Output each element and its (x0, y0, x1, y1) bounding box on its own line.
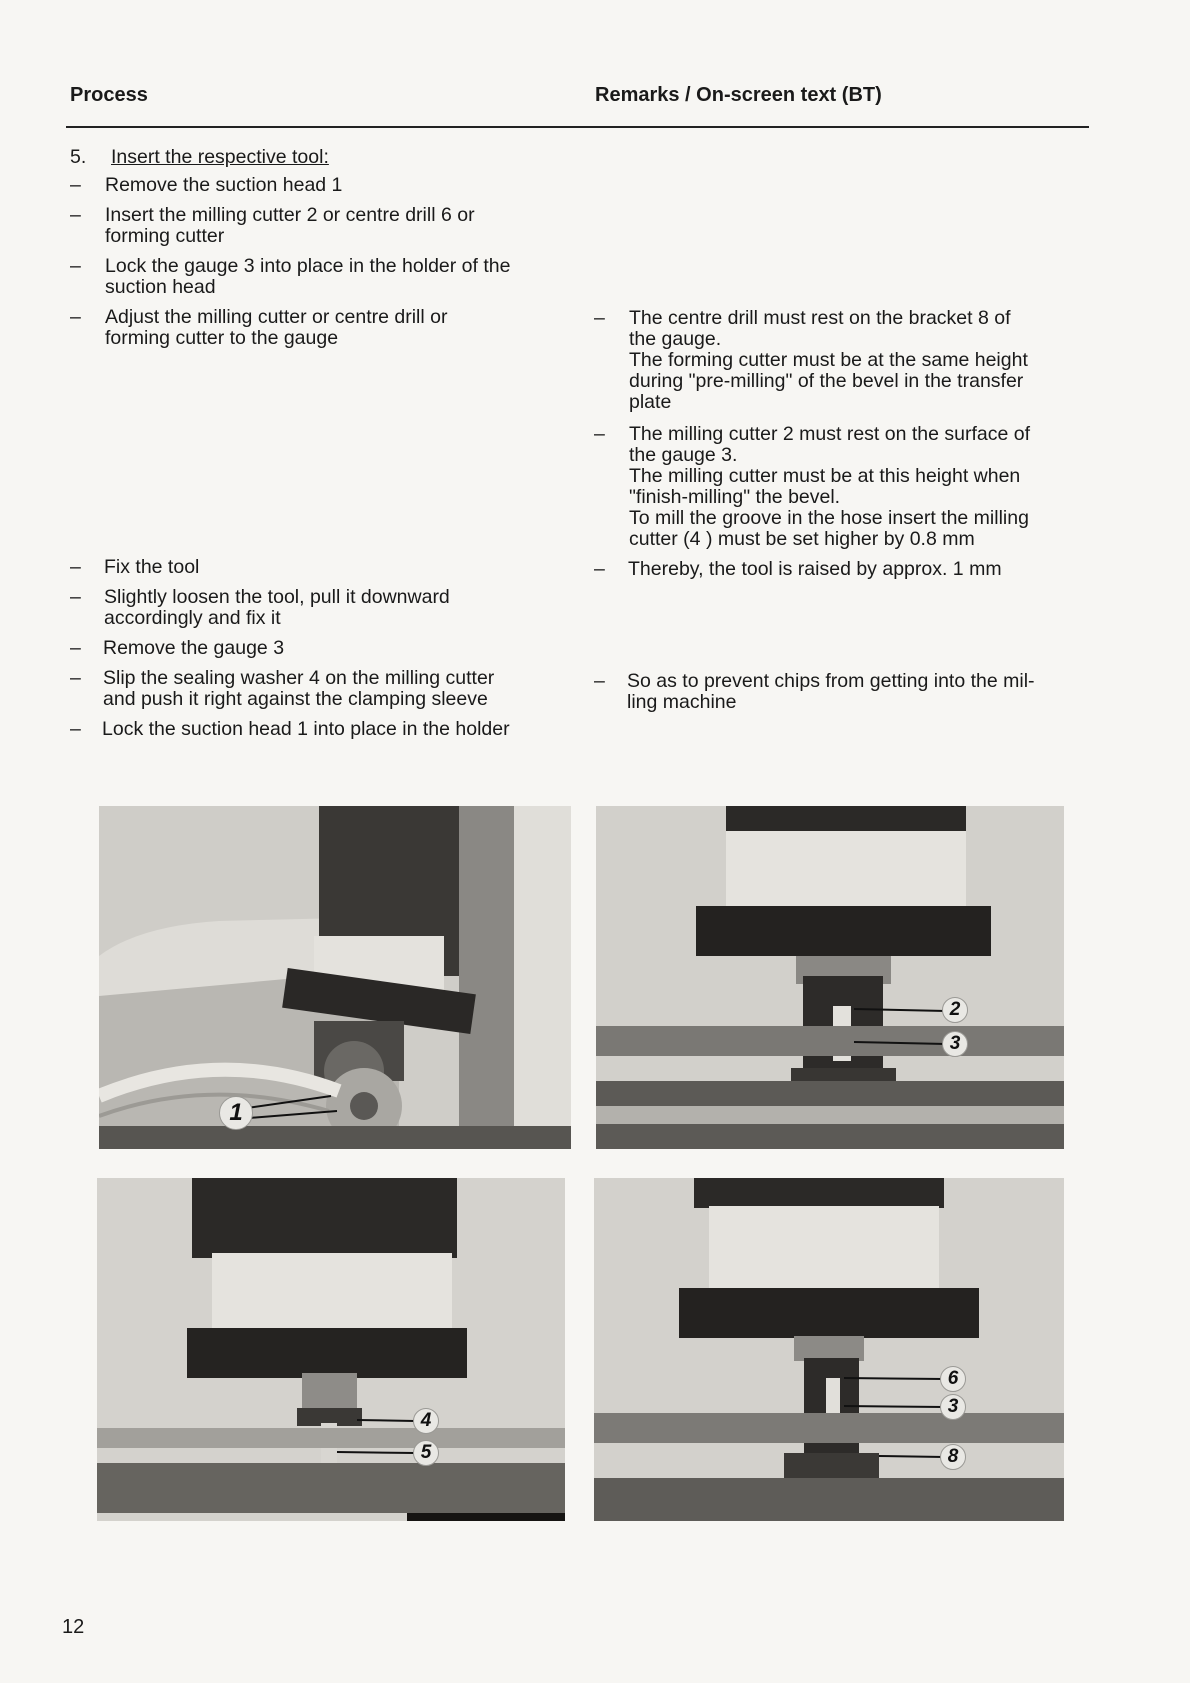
remark-line: So as to prevent chips from getting into the mil- (627, 670, 1035, 692)
remark-line: The centre drill must rest on the bracket 8 of (629, 307, 1011, 329)
column-header-process: Process (70, 84, 148, 106)
process-line: Adjust the milling cutter or centre drill or (105, 306, 448, 328)
process-item (105, 205, 475, 247)
remark-line: "finish-milling" the bevel. (629, 486, 841, 508)
process-line: Fix the tool (104, 556, 200, 578)
process-item (105, 175, 342, 196)
process-line: suction head (105, 276, 216, 298)
callout-number: 6 (940, 1366, 966, 1392)
bullet-dash: – (70, 255, 81, 277)
process-line: Lock the gauge 3 into place in the holder of the (105, 255, 511, 277)
callout-number: 2 (942, 997, 968, 1023)
process-item (103, 668, 494, 710)
process-line: Lock the suction head 1 into place in the holder (102, 718, 510, 740)
bullet-dash: – (594, 307, 605, 329)
process-line: forming cutter to the gauge (105, 327, 339, 349)
bullet-dash: – (70, 586, 81, 608)
remark-line: The forming cutter must be at the same height (629, 349, 1028, 371)
bullet-dash: – (594, 670, 605, 692)
callout-number: 8 (940, 1444, 966, 1470)
remark-line: ling machine (627, 691, 737, 713)
remark-line: cutter (4 ) must be set higher by 0.8 mm (629, 528, 975, 550)
bullet-dash: – (70, 556, 81, 578)
remark-line: the gauge. (629, 328, 722, 350)
photo-sealing-washer-illustration (97, 1178, 565, 1521)
remark-line: The milling cutter 2 must rest on the surface of (629, 423, 1031, 445)
bullet-dash: – (70, 637, 81, 659)
bullet-dash: – (70, 174, 81, 196)
bullet-dash: – (70, 204, 81, 226)
callout-number: 1 (219, 1096, 253, 1130)
process-line: Remove the suction head 1 (105, 174, 343, 196)
remark-line: the gauge 3. (629, 444, 738, 466)
process-item (105, 307, 447, 349)
process-item (104, 587, 450, 629)
bullet-dash: – (70, 718, 81, 740)
callout-number: 3 (940, 1394, 966, 1420)
photo-milling-cutter (596, 806, 1064, 1149)
callout-number: 3 (942, 1031, 968, 1057)
remark-line: Thereby, the tool is raised by approx. 1 mm (628, 558, 1002, 580)
process-line: Remove the gauge 3 (103, 637, 285, 659)
process-item (103, 638, 284, 659)
process-line: forming cutter (105, 225, 225, 247)
remark-line: plate (629, 391, 672, 413)
remark-item (629, 424, 1030, 550)
photo-suction-head (99, 806, 571, 1149)
photo-sealing-washer (97, 1178, 565, 1521)
bullet-dash: – (594, 423, 605, 445)
bullet-dash: – (594, 558, 605, 580)
remark-line: The milling cutter must be at this height when (629, 465, 1021, 487)
remark-line: during "pre-milling" of the bevel in the transfer (629, 370, 1024, 392)
step-title: Insert the respective tool: (111, 146, 329, 168)
process-item (104, 557, 199, 578)
remark-item (629, 308, 1028, 413)
process-line: and push it right against the clamping sleeve (103, 688, 488, 710)
remark-line: To mill the groove in the hose insert the milling (629, 507, 1029, 529)
photo-centre-drill (594, 1178, 1064, 1521)
process-line: accordingly and fix it (104, 607, 281, 629)
process-line: Insert the milling cutter 2 or centre drill 6 or (105, 204, 475, 226)
process-line: Slightly loosen the tool, pull it downward (104, 586, 450, 608)
process-line: Slip the sealing washer 4 on the milling cutter (103, 667, 495, 689)
callout-number: 4 (413, 1408, 439, 1434)
photo-suction-head-illustration (99, 806, 571, 1149)
photo-centre-drill-illustration (594, 1178, 1064, 1521)
callout-number: 5 (413, 1440, 439, 1466)
bullet-dash: – (70, 306, 81, 328)
bullet-dash: – (70, 667, 81, 689)
process-item (102, 719, 510, 740)
remark-item (627, 671, 1035, 713)
step-number: 5. (70, 146, 87, 168)
column-header-remarks: Remarks / On-screen text (BT) (595, 84, 882, 106)
header-rule (66, 126, 1089, 128)
page-number: 12 (62, 1616, 85, 1638)
remark-item (628, 559, 1002, 580)
photo-milling-cutter-illustration (596, 806, 1064, 1149)
process-item (105, 256, 510, 298)
